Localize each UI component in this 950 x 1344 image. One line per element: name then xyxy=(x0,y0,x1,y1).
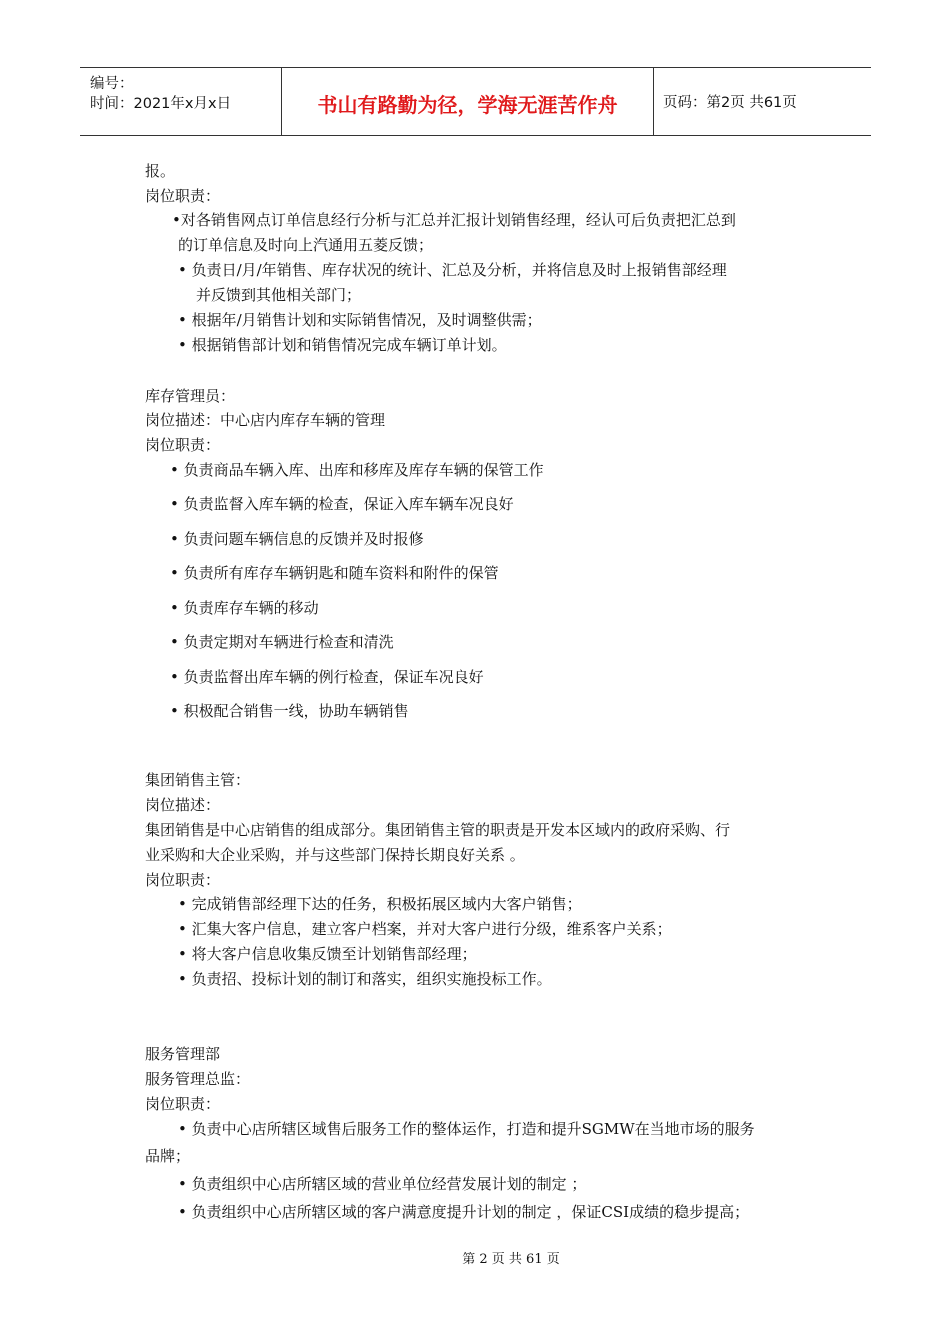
list-item: • 负责定期对车辆进行检查和清洗 xyxy=(170,633,394,651)
section-heading: 岗位职责： xyxy=(145,1095,221,1113)
list-item: • 负责招、投标计划的制订和落实，组织实施投标工作。 xyxy=(178,970,552,988)
list-item-continuation: 品牌； xyxy=(145,1147,191,1165)
body-paragraph: 业采购和大企业采购，并与这些部门保持长期良好关系 。 xyxy=(145,846,525,864)
section-title: 库存管理员： xyxy=(145,387,236,405)
list-item: • 负责监督出库车辆的例行检查，保证车况良好 xyxy=(170,668,484,686)
page-header xyxy=(80,67,871,136)
list-item: • 负责问题车辆信息的反馈并及时报修 xyxy=(170,530,424,548)
list-item-continuation: 的订单信息及时向上汽通用五菱反馈； xyxy=(178,236,434,254)
body-paragraph: 集团销售是中心店销售的组成部分。集团销售主管的职责是开发本区域内的政府采购、行 xyxy=(145,821,731,839)
list-item: • 负责库存车辆的移动 xyxy=(170,599,319,617)
section-title: 集团销售主管： xyxy=(145,771,251,789)
list-item: • 负责中心店所辖区域售后服务工作的整体运作，打造和提升SGMW在当地市场的服务 xyxy=(178,1120,755,1138)
list-item: • 负责商品车辆入库、出库和移库及库存车辆的保管工作 xyxy=(170,461,544,479)
list-item: • 完成销售部经理下达的任务，积极拓展区域内大客户销售； xyxy=(178,895,582,913)
list-item: • 根据销售部计划和销售情况完成车辆订单计划。 xyxy=(178,336,507,354)
section-heading: 服务管理总监： xyxy=(145,1070,251,1088)
section-heading: 岗位职责： xyxy=(145,187,221,205)
section-heading: 岗位职责： xyxy=(145,436,221,454)
header-page-number: 页码：第2页 共61页 xyxy=(663,95,797,111)
list-item: • 根据年/月销售计划和实际销售情况，及时调整供需； xyxy=(178,311,542,329)
list-item: • 积极配合销售一线，协助车辆销售 xyxy=(170,702,409,720)
section-heading: 岗位职责： xyxy=(145,871,221,889)
list-item: • 汇集大客户信息，建立客户档案，并对大客户进行分级，维系客户关系； xyxy=(178,920,672,938)
section-heading: 岗位描述： xyxy=(145,796,221,814)
section-title: 服务管理部 xyxy=(145,1045,221,1063)
list-item: • 负责所有库存车辆钥匙和随车资料和附件的保管 xyxy=(170,564,499,582)
section-heading: 岗位描述：中心店内库存车辆的管理 xyxy=(145,411,386,429)
list-item: • 将大客户信息收集反馈至计划销售部经理； xyxy=(178,945,477,963)
document-number-label: 编号： xyxy=(90,76,134,92)
list-item: • 负责组织中心店所辖区域的营业单位经营发展计划的制定 ； xyxy=(178,1175,587,1193)
list-item: •对各销售网点订单信息经行分析与汇总并汇报计划销售经理，经认可后负责把汇总到 xyxy=(172,211,736,229)
list-item: • 负责监督入库车辆的检查，保证入库车辆车况良好 xyxy=(170,495,514,513)
header-info-cell xyxy=(80,68,282,135)
list-item-continuation: 并反馈到其他相关部门； xyxy=(196,286,362,304)
page-footer: 第 2 页 共 61 页 xyxy=(462,1252,560,1267)
document-time-label: 时间：2021年x月x日 xyxy=(90,96,232,112)
header-motto: 书山有路勤为径，学海无涯苦作舟 xyxy=(282,68,654,135)
body-line: 报。 xyxy=(145,162,176,180)
list-item: • 负责日/月/年销售、库存状况的统计、汇总及分析，并将信息及时上报销售部经理 xyxy=(178,261,727,279)
list-item: • 负责组织中心店所辖区域的客户满意度提升计划的制定 ，保证CSI成绩的稳步提高； xyxy=(178,1203,750,1221)
